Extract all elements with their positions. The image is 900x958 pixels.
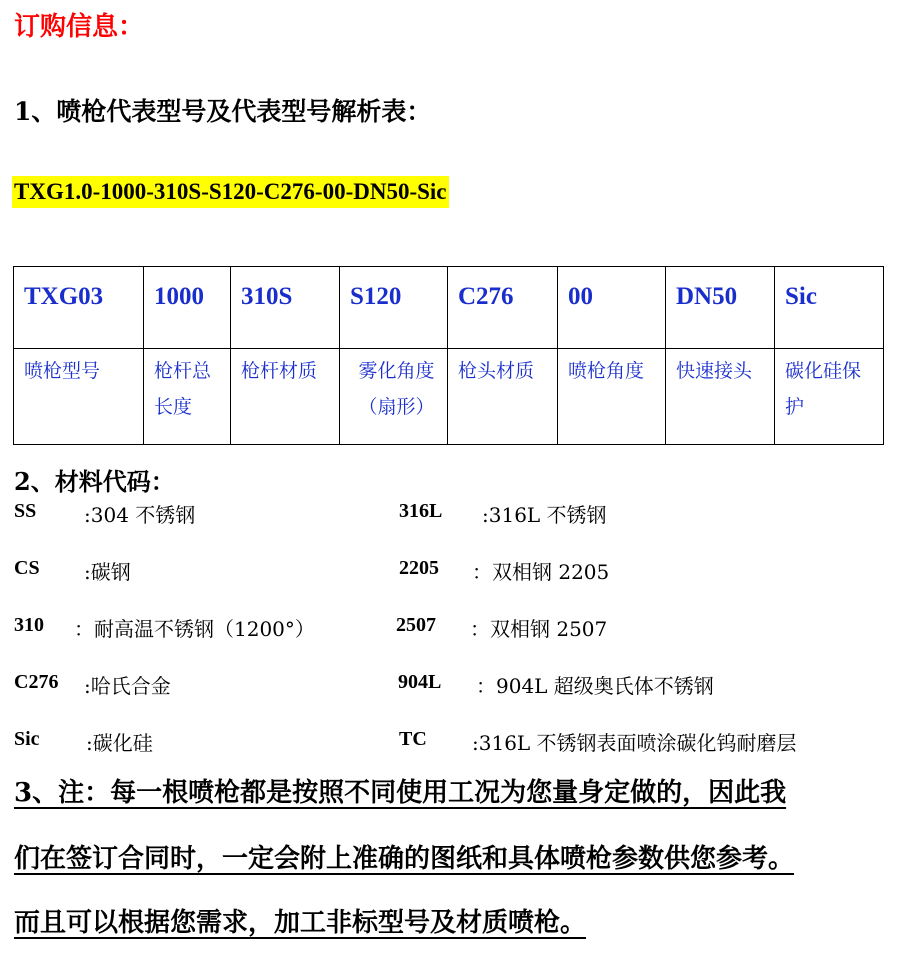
material-description: :哈氏合金	[84, 674, 171, 698]
material-code: 2205	[399, 557, 439, 579]
material-code: Sic	[14, 728, 40, 750]
model-code-highlight: TXG1.0-1000-310S-S120-C276-00-DN50-Sic	[12, 176, 449, 208]
section-1-title: 1、喷枪代表型号及代表型号解析表：	[14, 97, 432, 126]
material-code: 904L	[398, 671, 442, 693]
table-cell-description: 快速接头	[666, 349, 775, 445]
parse-table-description-row	[14, 349, 884, 445]
material-description: ：双相钢 2507	[470, 617, 608, 641]
note-line: 们在签订合同时，一定会附上准确的图纸和具体喷枪参数供您参考。	[14, 844, 795, 874]
table-cell-code: 00	[558, 267, 666, 349]
parse-table-code-row	[14, 267, 884, 349]
table-cell-description: 枪头材质	[448, 349, 558, 445]
table-cell-code: Sic	[775, 267, 884, 349]
material-description: :碳钢	[84, 560, 131, 584]
table-cell-description: 喷枪型号	[14, 349, 144, 445]
section-2-title: 2、材料代码：	[14, 467, 175, 496]
table-cell-description: 枪杆材质	[231, 349, 340, 445]
material-description: :碳化硅	[86, 731, 153, 755]
material-description: ：904L 超级奥氏体不锈钢	[476, 674, 714, 698]
material-code: CS	[14, 557, 40, 579]
note-line: 而且可以根据您需求，加工非标型号及材质喷枪。	[14, 908, 587, 938]
table-cell-code: C276	[448, 267, 558, 349]
material-code: 316L	[399, 500, 443, 522]
table-cell-description: 雾化角度（扇形）	[340, 349, 448, 445]
table-cell-code: 310S	[231, 267, 340, 349]
table-cell-code: S120	[340, 267, 448, 349]
material-description: :316L 不锈钢	[482, 503, 607, 527]
table-cell-description: 喷枪角度	[558, 349, 666, 445]
table-cell-description: 碳化硅保护	[775, 349, 884, 445]
material-code: 2507	[396, 614, 436, 636]
material-description: :304 不锈钢	[84, 503, 196, 527]
table-cell-description: 枪杆总长度	[144, 349, 231, 445]
order-info-title: 订购信息：	[14, 12, 145, 42]
note-line: 3、注：每一根喷枪都是按照不同使用工况为您量身定做的，因此我	[14, 778, 787, 808]
table-cell-code: 1000	[144, 267, 231, 349]
material-description: ：耐高温不锈钢（1200°）	[74, 617, 315, 641]
material-code: 310	[14, 614, 44, 636]
table-cell-code: TXG03	[14, 267, 144, 349]
material-description: :316L 不锈钢表面喷涂碳化钨耐磨层	[472, 731, 797, 755]
model-parse-table	[13, 266, 884, 445]
table-cell-code: DN50	[666, 267, 775, 349]
material-description: ：双相钢 2205	[472, 560, 610, 584]
material-code: SS	[14, 500, 37, 522]
material-code: C276	[14, 671, 59, 693]
material-code: TC	[399, 728, 427, 750]
